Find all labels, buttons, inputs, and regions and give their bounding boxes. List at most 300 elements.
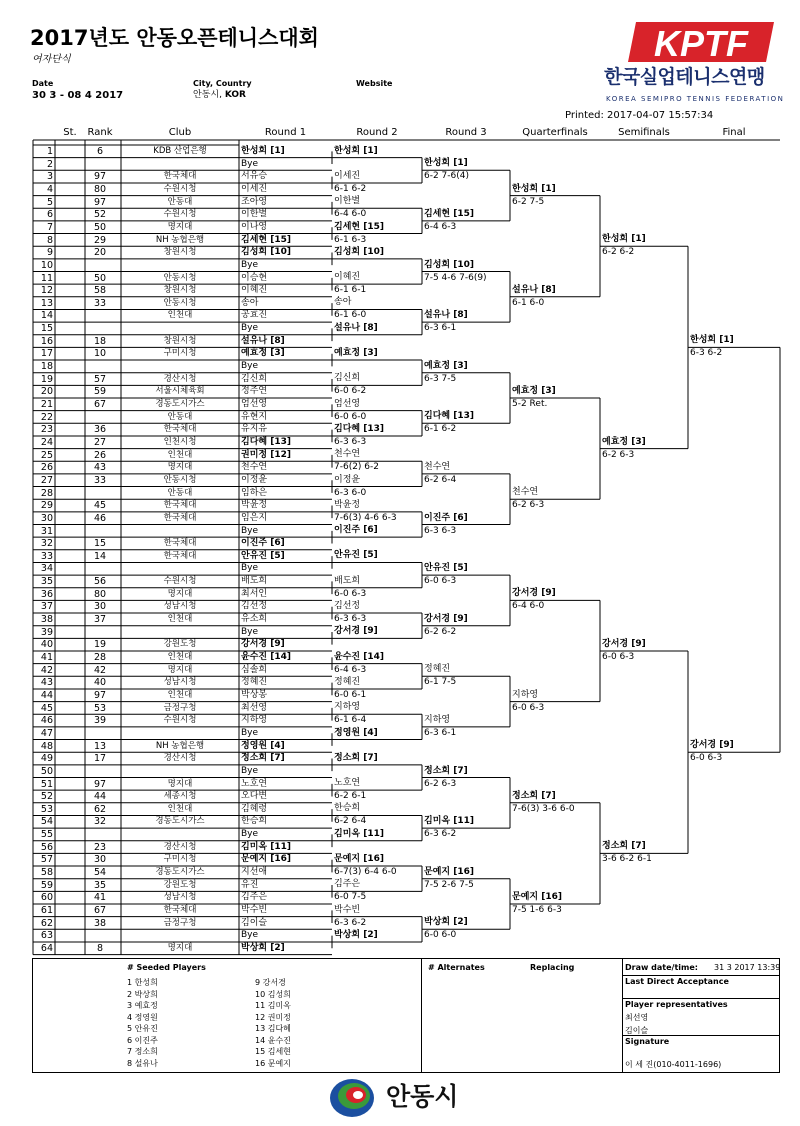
player-rank: 32: [93, 816, 107, 828]
round2-winner: 이한별: [334, 196, 361, 207]
round2-score: 6-0 6-0: [334, 411, 367, 422]
andong-emblem-icon: [328, 1076, 376, 1120]
draw-position: 7: [46, 221, 53, 233]
round2-score: 6-3 6-3: [334, 436, 367, 447]
round2-score: 6-2 6-1: [334, 791, 367, 802]
quarterfinal-score: 6-1 6-0: [512, 297, 545, 308]
col-header-quarterfinals: Quarterfinals: [522, 127, 588, 138]
semifinal-score: 6-0 6-3: [602, 652, 635, 662]
seeded-player: 15 김세현: [255, 1047, 291, 1056]
date-value: 30 3 - 08 4 2017: [32, 90, 124, 101]
round2-score: 6-1 6-4: [334, 715, 367, 726]
round2-winner: 박윤정: [334, 499, 361, 510]
player-reps-label: Player representatives: [625, 1000, 728, 1009]
round3-winner: 한성희 [1]: [424, 158, 468, 169]
player-club: 경동도시가스: [155, 399, 205, 409]
round1-player: 김다혜 [13]: [241, 436, 291, 447]
player-rank: 26: [93, 449, 107, 461]
draw-position: 64: [40, 942, 53, 954]
player-rank: 42: [93, 664, 107, 676]
player-rank: 97: [93, 196, 107, 208]
player-rank: 41: [93, 892, 107, 904]
player-club: 창원시청: [163, 335, 197, 346]
round2-score: 6-0 6-1: [334, 689, 367, 700]
player-rank: 28: [93, 652, 107, 663]
round1-player: 김세현 [15]: [241, 234, 291, 245]
round1-player: 한승희: [241, 816, 268, 827]
seeded-player: 9 강서경: [255, 978, 286, 987]
round1-player: 임은지: [241, 512, 268, 523]
round1-player: 이승현: [241, 272, 268, 283]
player-rank: 10: [93, 348, 107, 360]
player-club: 명지대: [167, 221, 193, 232]
draw-position: 54: [40, 816, 53, 828]
player-rank: 80: [93, 183, 107, 195]
quarterfinal-winner: 지하영: [512, 689, 539, 700]
round3-score: 6-2 6-2: [424, 626, 457, 637]
seeded-player: 13 김다혜: [255, 1024, 291, 1033]
round2-score: 7-6(2) 6-2: [334, 462, 380, 473]
round1-player: 문예지 [16]: [241, 854, 291, 865]
player-rep-1: 최선영: [625, 1013, 649, 1022]
draw-position: 10: [40, 259, 53, 271]
round3-winner: 박상희 [2]: [424, 917, 468, 928]
country-code: KOR: [224, 90, 246, 100]
round1-player: Bye: [241, 829, 259, 840]
round1-player: 이한별: [241, 209, 268, 220]
round2-winner: 한승희: [334, 803, 361, 814]
player-club: 강원도청: [163, 639, 197, 650]
round2-winner: 이진주 [6]: [334, 525, 378, 536]
footer-rule: [623, 1035, 779, 1036]
draw-position: 3: [46, 171, 53, 183]
player-rank: 59: [93, 386, 107, 398]
round3-winner: 김다혜 [13]: [424, 411, 474, 422]
draw-date-label: Draw date/time:: [625, 963, 698, 972]
tournament-title: 2017년도 안동오픈테니스대회: [30, 26, 319, 50]
player-club: 명지대: [167, 462, 193, 473]
quarterfinal-winner: 천수연: [512, 487, 539, 498]
draw-position: 14: [40, 310, 53, 322]
signature-name: 이 세 진(010-4011-1696): [625, 1060, 722, 1069]
draw-position: 39: [40, 626, 53, 638]
draw-position: 41: [40, 652, 53, 663]
col-header-club: Club: [168, 127, 192, 138]
round1-player: Bye: [241, 323, 259, 334]
round1-player: 지선애: [241, 867, 268, 878]
round3-score: 6-1 6-2: [424, 424, 457, 435]
round3-score: 6-3 6-2: [424, 829, 457, 840]
round1-player: 지하영: [241, 715, 268, 726]
round1-player: 박수빈: [241, 905, 268, 915]
player-rep-2: 김이슬: [625, 1026, 649, 1035]
round1-player: 이세진: [241, 183, 268, 194]
round1-player: Bye: [241, 626, 259, 637]
andong-city-logo: [328, 1076, 488, 1120]
semifinal-score: 6-2 6-3: [602, 449, 635, 460]
player-rank: 67: [93, 905, 107, 916]
player-club: 인천대: [167, 614, 193, 625]
draw-date-value: 31 3 2017 13:39: [714, 963, 781, 972]
round2-winner: 문예지 [16]: [334, 854, 384, 865]
player-rank: 40: [93, 677, 107, 689]
player-club: 안동시청: [163, 272, 197, 283]
draw-position: 37: [40, 601, 53, 613]
final-winner: 강서경 [9]: [690, 740, 734, 751]
seeded-player: 12 권미정: [255, 1012, 291, 1022]
draw-position: 15: [40, 323, 53, 335]
draw-position: 50: [40, 765, 53, 777]
draw-position: 59: [40, 879, 53, 891]
draw-position: 8: [46, 234, 53, 246]
player-rank: 13: [93, 740, 107, 752]
draw-position: 62: [40, 917, 53, 929]
player-rank: 46: [93, 512, 107, 524]
draw-position: 61: [40, 905, 53, 916]
player-club: 한국체대: [163, 905, 197, 915]
player-club: NH 농협은행: [155, 234, 205, 245]
player-club: 금정구청: [163, 917, 197, 928]
round1-player: 김신희: [241, 373, 268, 384]
draw-position: 16: [40, 335, 53, 347]
player-club: 성남시청: [163, 892, 197, 903]
round1-player: 천수연: [241, 462, 268, 473]
quarterfinal-winner: 강서경 [9]: [512, 588, 556, 599]
draw-position: 36: [40, 588, 53, 600]
round1-player: 김미옥 [11]: [241, 841, 291, 852]
draw-position: 30: [40, 512, 53, 524]
seeded-player: 4 정영원: [127, 1012, 158, 1022]
round3-winner: 설유나 [8]: [424, 310, 468, 321]
player-club: 창원시청: [163, 285, 197, 296]
round2-score: 6-7(3) 6-4 6-0: [334, 867, 397, 878]
round1-player: 김이슬: [241, 917, 268, 928]
player-club: 성남시청: [163, 677, 197, 688]
round2-winner: 김다혜 [13]: [334, 423, 384, 434]
player-rank: 58: [93, 285, 107, 297]
player-rank: 97: [93, 778, 107, 790]
round1-player: 공효진: [241, 310, 268, 321]
round2-score: 6-1 6-2: [334, 183, 367, 194]
player-rank: 56: [93, 576, 107, 588]
footer-divider: [421, 959, 422, 1072]
player-rank: 14: [93, 550, 107, 562]
semifinal-winner: 정소희 [7]: [602, 841, 646, 852]
round1-player: 서유승: [241, 171, 268, 182]
player-club: 명지대: [167, 942, 193, 953]
draw-position: 32: [40, 538, 53, 550]
quarterfinal-score: 5-2 Ret.: [512, 399, 548, 409]
draw-position: 2: [46, 158, 53, 170]
round2-winner: 김선정: [334, 601, 361, 612]
round1-player: 유소희: [241, 614, 268, 625]
round1-player: 유현지: [241, 411, 268, 422]
player-rank: 33: [93, 297, 107, 309]
round2-winner: 김신희: [334, 373, 361, 384]
player-rank: 35: [93, 879, 107, 891]
draw-position: 19: [40, 373, 53, 385]
player-rank: 57: [93, 373, 107, 385]
round1-player: 노호연: [241, 778, 268, 789]
seeded-player: 16 문예지: [255, 1058, 291, 1068]
round2-score: 6-0 6-2: [334, 386, 367, 397]
draw-position: 20: [40, 386, 53, 398]
player-club: 수원시청: [163, 209, 197, 220]
draw-position: 24: [40, 436, 53, 448]
col-header-semifinals: Semifinals: [618, 127, 670, 138]
footer-rule: [623, 975, 779, 976]
round2-winner: 김미옥 [11]: [334, 828, 384, 839]
round1-player: Bye: [241, 930, 259, 941]
round2-winner: 박수빈: [334, 904, 361, 915]
draw-position: 42: [40, 664, 53, 676]
round1-player: 이정윤: [241, 474, 268, 485]
player-club: 인천대: [167, 449, 193, 460]
player-rank: 67: [93, 399, 107, 410]
col-header-rank: Rank: [87, 127, 113, 138]
draw-position: 27: [40, 474, 53, 486]
round3-winner: 정혜진: [424, 664, 451, 675]
replacing-header: Replacing: [530, 963, 575, 972]
round1-player: 정주연: [241, 386, 268, 397]
quarterfinal-winner: 문예지 [16]: [512, 892, 562, 902]
round1-player: 조아영: [241, 196, 268, 207]
player-club: 성남시청: [163, 601, 197, 612]
draw-position: 9: [46, 247, 53, 259]
round2-winner: 김성희 [10]: [334, 246, 384, 257]
round2-score: 6-1 6-3: [334, 234, 367, 245]
city-label: City, Country: [193, 79, 252, 88]
player-club: 인천시청: [163, 436, 197, 447]
round2-score: 6-3 6-3: [334, 614, 367, 625]
round1-player: 이진주 [6]: [241, 538, 285, 549]
quarterfinal-winner: 정소희 [7]: [512, 790, 556, 801]
kptf-name-kr: 한국실업테니스연맹: [604, 66, 765, 88]
col-header-round3: Round 3: [445, 127, 487, 138]
player-rank: 6: [96, 146, 104, 157]
player-club: 인천대: [167, 689, 193, 700]
seeded-player: 2 박상희: [127, 989, 158, 999]
player-club: 경산시청: [163, 373, 197, 384]
player-rank: 30: [93, 854, 107, 866]
round1-player: 이혜진: [241, 285, 268, 296]
draw-position: 23: [40, 424, 53, 436]
round2-winner: 천수연: [334, 449, 361, 460]
round1-player: 이나영: [241, 221, 268, 232]
round1-player: 정소희 [7]: [241, 753, 285, 764]
seeded-player: 10 김성희: [255, 989, 291, 999]
round3-score: 7-5 4-6 7-6(9): [424, 272, 487, 283]
player-rank: 39: [93, 715, 107, 727]
draw-position: 13: [40, 297, 53, 309]
round1-player: 유진: [241, 879, 259, 890]
player-club: 한국체대: [163, 500, 197, 511]
round1-player: 최선영: [241, 702, 268, 713]
signature-label: Signature: [625, 1037, 670, 1046]
round1-player: 예효정 [3]: [241, 348, 285, 359]
round1-player: 박상봉: [241, 689, 268, 700]
player-club: 강원도청: [163, 879, 197, 890]
round2-winner: 송아: [334, 297, 352, 308]
player-club: 한국체대: [163, 424, 197, 435]
player-club: 안동대: [167, 196, 193, 207]
player-club: 한국체대: [163, 171, 197, 182]
player-rank: 45: [93, 500, 107, 512]
player-rank: 27: [93, 436, 107, 448]
round1-player: 오다변: [241, 791, 268, 802]
player-rank: 97: [93, 689, 107, 701]
round2-winner: 이세진: [334, 170, 361, 181]
player-rank: 17: [93, 753, 107, 765]
kptf-mark-text: KPTF: [654, 23, 748, 64]
quarterfinal-score: 6-2 6-3: [512, 500, 545, 511]
draw-position: 60: [40, 892, 53, 904]
final-winner: 한성희 [1]: [690, 335, 734, 346]
draw-position: 33: [40, 550, 53, 562]
player-club: 한국체대: [163, 550, 197, 561]
player-club: 경산시청: [163, 841, 197, 852]
player-club: 경동도시가스: [155, 867, 205, 878]
round1-player: 권미정 [12]: [241, 449, 291, 460]
draw-position: 28: [40, 487, 53, 499]
player-club: 안동시청: [163, 474, 197, 485]
player-rank: 50: [93, 221, 107, 233]
player-rank: 53: [93, 702, 107, 714]
draw-position: 38: [40, 614, 53, 626]
round2-winner: 이혜진: [334, 272, 361, 283]
round1-player: 임하은: [241, 487, 268, 498]
semifinal-score: 6-2 6-2: [602, 247, 635, 258]
round1-player: 송아: [241, 297, 259, 308]
round2-winner: 한성희 [1]: [334, 145, 378, 156]
col-header-round1: Round 1: [264, 127, 307, 138]
player-rank: 20: [93, 247, 107, 259]
round3-score: 6-0 6-3: [424, 576, 457, 587]
round3-winner: 강서경 [9]: [424, 613, 468, 624]
round1-player: 배도희: [241, 576, 268, 587]
player-rank: 52: [93, 209, 107, 221]
round2-winner: 설유나 [8]: [334, 322, 378, 333]
draw-position: 22: [40, 411, 53, 423]
player-rank: 30: [93, 601, 107, 613]
quarterfinal-score: 7-6(3) 3-6 6-0: [512, 803, 575, 814]
round2-score: 6-0 6-3: [334, 588, 367, 599]
draw-position: 18: [40, 361, 53, 373]
quarterfinal-winner: 설유나 [8]: [512, 284, 556, 295]
player-rank: 36: [93, 424, 107, 436]
round2-score: 6-1 6-0: [334, 310, 367, 321]
round1-player: 박윤정: [241, 500, 268, 511]
seeded-player: 14 윤수진: [255, 1035, 291, 1045]
draw-position: 63: [40, 930, 53, 942]
round1-player: 설유나 [8]: [241, 335, 285, 346]
last-direct-acceptance: Last Direct Acceptance: [625, 977, 729, 986]
round3-score: 6-2 7-6(4): [424, 171, 470, 182]
semifinal-winner: 강서경 [9]: [602, 639, 646, 649]
round3-score: 6-0 6-0: [424, 930, 457, 941]
round3-winner: 예효정 [3]: [424, 360, 468, 371]
player-rank: 19: [93, 639, 107, 651]
player-rank: 33: [93, 474, 107, 486]
seeded-header: # Seeded Players: [127, 963, 206, 972]
quarterfinal-score: 6-0 6-3: [512, 702, 545, 713]
draw-position: 58: [40, 867, 53, 879]
round2-winner: 김세현 [15]: [334, 221, 384, 232]
draw-position: 56: [40, 841, 53, 853]
player-club: 안동대: [167, 411, 193, 422]
round2-winner: 박상희 [2]: [334, 929, 378, 940]
round3-score: 6-2 6-3: [424, 778, 457, 789]
round3-score: 6-1 7-5: [424, 677, 457, 688]
player-rank: 38: [93, 917, 107, 929]
round2-winner: 강서경 [9]: [334, 626, 378, 637]
city-name: 안동시,: [193, 90, 222, 100]
player-rank: 29: [93, 234, 107, 246]
draw-position: 11: [40, 272, 53, 284]
draw-position: 31: [40, 525, 53, 537]
round3-score: 6-3 6-1: [424, 323, 457, 334]
round1-player: Bye: [241, 158, 259, 169]
round1-player: 한성희 [1]: [241, 146, 285, 156]
footer-rule: [623, 998, 779, 999]
round2-winner: 엄선영: [334, 398, 361, 409]
round2-winner: 김주은: [334, 879, 361, 890]
quarterfinal-score: 7-5 1-6 6-3: [512, 905, 562, 915]
round1-player: 강서경 [9]: [241, 639, 285, 650]
round3-score: 6-2 6-4: [424, 474, 457, 485]
player-club: KDB 산업은행: [153, 146, 207, 156]
round1-player: 김선정: [241, 601, 268, 612]
round1-player: Bye: [241, 525, 259, 536]
draw-position: 6: [46, 209, 53, 221]
player-club: 구미시청: [163, 348, 197, 359]
event-subtitle: 여자단식: [32, 54, 71, 65]
round3-score: 6-4 6-3: [424, 221, 457, 232]
round1-player: 심솔희: [241, 664, 268, 675]
round2-winner: 윤수진 [14]: [334, 651, 384, 662]
date-label: Date: [32, 79, 54, 88]
printed-timestamp: Printed: 2017-04-07 15:57:34: [565, 110, 714, 121]
draw-position: 12: [40, 285, 53, 297]
round1-player: 안유진 [5]: [241, 550, 285, 561]
round2-winner: 정혜진: [334, 676, 361, 687]
draw-position: 46: [40, 715, 53, 727]
round2-winner: 안유진 [5]: [334, 550, 378, 561]
round1-player: Bye: [241, 563, 259, 574]
round3-winner: 이진주 [6]: [424, 512, 468, 523]
player-rank: 18: [93, 335, 107, 347]
player-rank: 15: [93, 538, 107, 550]
draw-position: 29: [40, 500, 53, 512]
round1-player: Bye: [241, 361, 259, 372]
draw-position: 34: [40, 563, 53, 575]
player-club: 수원시청: [163, 576, 197, 587]
seeded-player: 3 예효정: [127, 1001, 158, 1010]
round2-winner: 배도희: [334, 575, 361, 586]
player-rank: 62: [93, 803, 107, 815]
round1-player: 윤수진 [14]: [241, 652, 291, 662]
round2-score: 6-1 6-1: [334, 285, 367, 296]
semifinal-winner: 한성희 [1]: [602, 234, 646, 245]
seeded-player: 8 설유나: [127, 1058, 158, 1068]
round1-player: 박상희 [2]: [241, 942, 285, 953]
draw-position: 5: [46, 196, 53, 208]
player-club: 구미시청: [163, 854, 197, 865]
player-club: 한국체대: [163, 538, 197, 549]
round2-score: 7-6(3) 4-6 6-3: [334, 512, 397, 523]
round2-score: 6-4 6-3: [334, 664, 367, 675]
round2-winner: 예효정 [3]: [334, 348, 378, 359]
